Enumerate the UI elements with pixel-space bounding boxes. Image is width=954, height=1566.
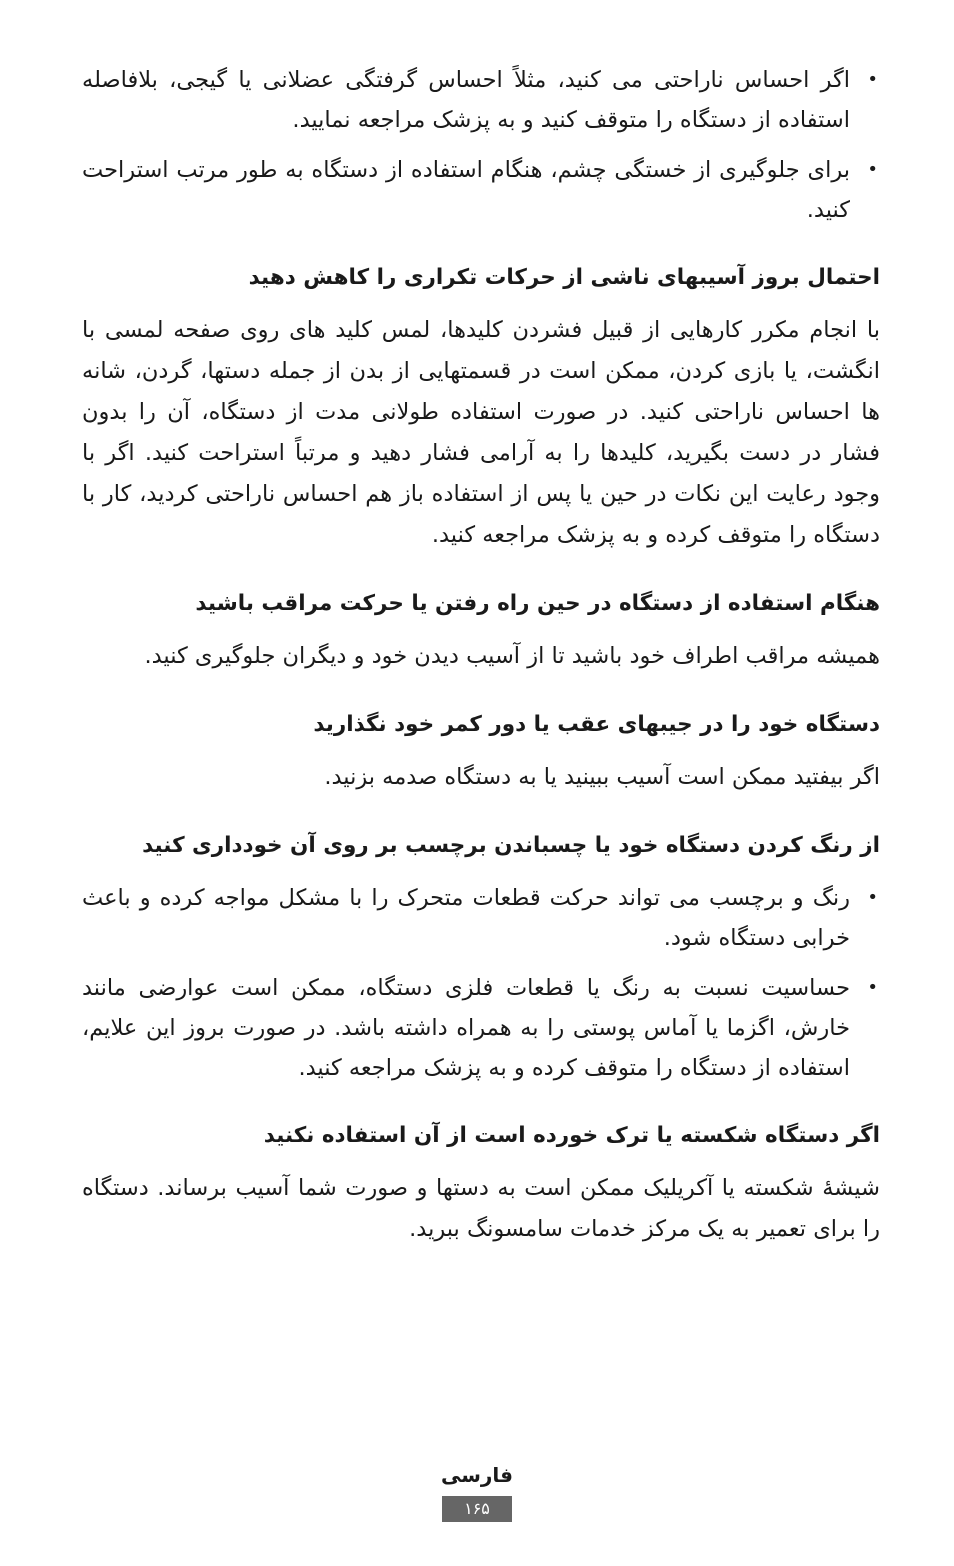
section-repetitive-motion bbox=[82, 260, 880, 556]
bullet-icon: • bbox=[867, 887, 878, 908]
bullet-text: برای جلوگیری از خستگی چشم، هنگام استفاده از دستگاه به طور مرتب استراحت کنید. bbox=[82, 157, 850, 223]
bullet-text: اگر احساس ناراحتی می کنید، مثلاً احساس گرفتگی عضلانی یا گیجی، بلافاصله استفاده از دستگاه را متوقف کنید و به پزشک مراجعه نمایید. bbox=[82, 67, 850, 133]
section-heading: اگر دستگاه شکسته یا ترک خورده است از آن استفاده نکنید bbox=[263, 1123, 880, 1148]
section-paragraph: با انجام مکرر کارهایی از قبیل فشردن کلیدها، لمس کلید های روی صفحه لمسی با انگشت، یا بازی کردن، ممکن است در قسمتهایی از بدن از جمله دستها، گردن، شانه ها احساس ناراحتی کنید. در صورت استفاده طولانی مدت از دستگاه، آن را بدون فشار در دست بگیرید، کلیدها را به آرامی فشار دهید و مرتباً استراحت کنید. اگر با وجود رعایت این نکات در حین یا پس از استفاده باز هم احساس ناراحتی کردید، کار با دستگاه را متوقف کرده و به پزشک مراجعه کنید. bbox=[82, 317, 880, 548]
list-item bbox=[82, 60, 880, 140]
section-pocket-warning bbox=[82, 707, 880, 798]
page-footer bbox=[0, 1460, 954, 1522]
list-item bbox=[82, 878, 880, 958]
bullet-icon: • bbox=[867, 69, 878, 90]
footer-language: فارسی bbox=[440, 1463, 514, 1487]
bullet-text: حساسیت نسبت به رنگ یا قطعات فلزی دستگاه، ممکن است عوارضی مانند خارش، اگزما یا آماس پوستی را به همراه داشته باشد. در صورت بروز این علایم، استفاده از دستگاه را متوقف کرده و به پزشک مراجعه کنید. bbox=[82, 975, 850, 1081]
section-paint-sticker bbox=[82, 828, 880, 1088]
section-broken-device bbox=[82, 1118, 880, 1250]
page-content bbox=[82, 60, 880, 1250]
bullet-text: رنگ و برچسب می تواند حرکت قطعات متحرک را با مشکل مواجه کرده و باعث خرابی دستگاه شود. bbox=[82, 885, 850, 951]
section-paragraph: اگر بیفتید ممکن است آسیب ببینید یا به دستگاه صدمه بزنید. bbox=[324, 764, 880, 790]
section-heading: هنگام استفاده از دستگاه در حین راه رفتن یا حرکت مراقب باشید bbox=[195, 591, 880, 616]
section-paragraph: همیشه مراقب اطراف خود باشید تا از آسیب دیدن خود و دیگران جلوگیری کنید. bbox=[144, 643, 880, 669]
list-item bbox=[82, 150, 880, 230]
page-number-badge: ۱۶۵ bbox=[442, 1496, 512, 1522]
bullet-icon: • bbox=[867, 159, 878, 180]
section-heading: دستگاه خود را در جیبهای عقب یا دور کمر خود نگذارید bbox=[313, 712, 880, 737]
section-walking-caution bbox=[82, 586, 880, 677]
section-heading: از رنگ کردن دستگاه خود یا چسباندن برچسب بر روی آن خودداری کنید bbox=[142, 833, 880, 858]
section-heading: احتمال بروز آسیبهای ناشی از حرکات تکراری را کاهش دهید bbox=[248, 265, 880, 290]
bullet-icon: • bbox=[867, 977, 878, 998]
intro-bullet-list bbox=[82, 60, 880, 230]
section-bullet-list bbox=[82, 878, 880, 1088]
list-item bbox=[82, 968, 880, 1088]
section-paragraph: شیشهٔ شکسته یا آکریلیک ممکن است به دستها و صورت شما آسیب برساند. دستگاه را برای تعمیر به یک مرکز خدمات سامسونگ ببرید. bbox=[82, 1175, 880, 1242]
